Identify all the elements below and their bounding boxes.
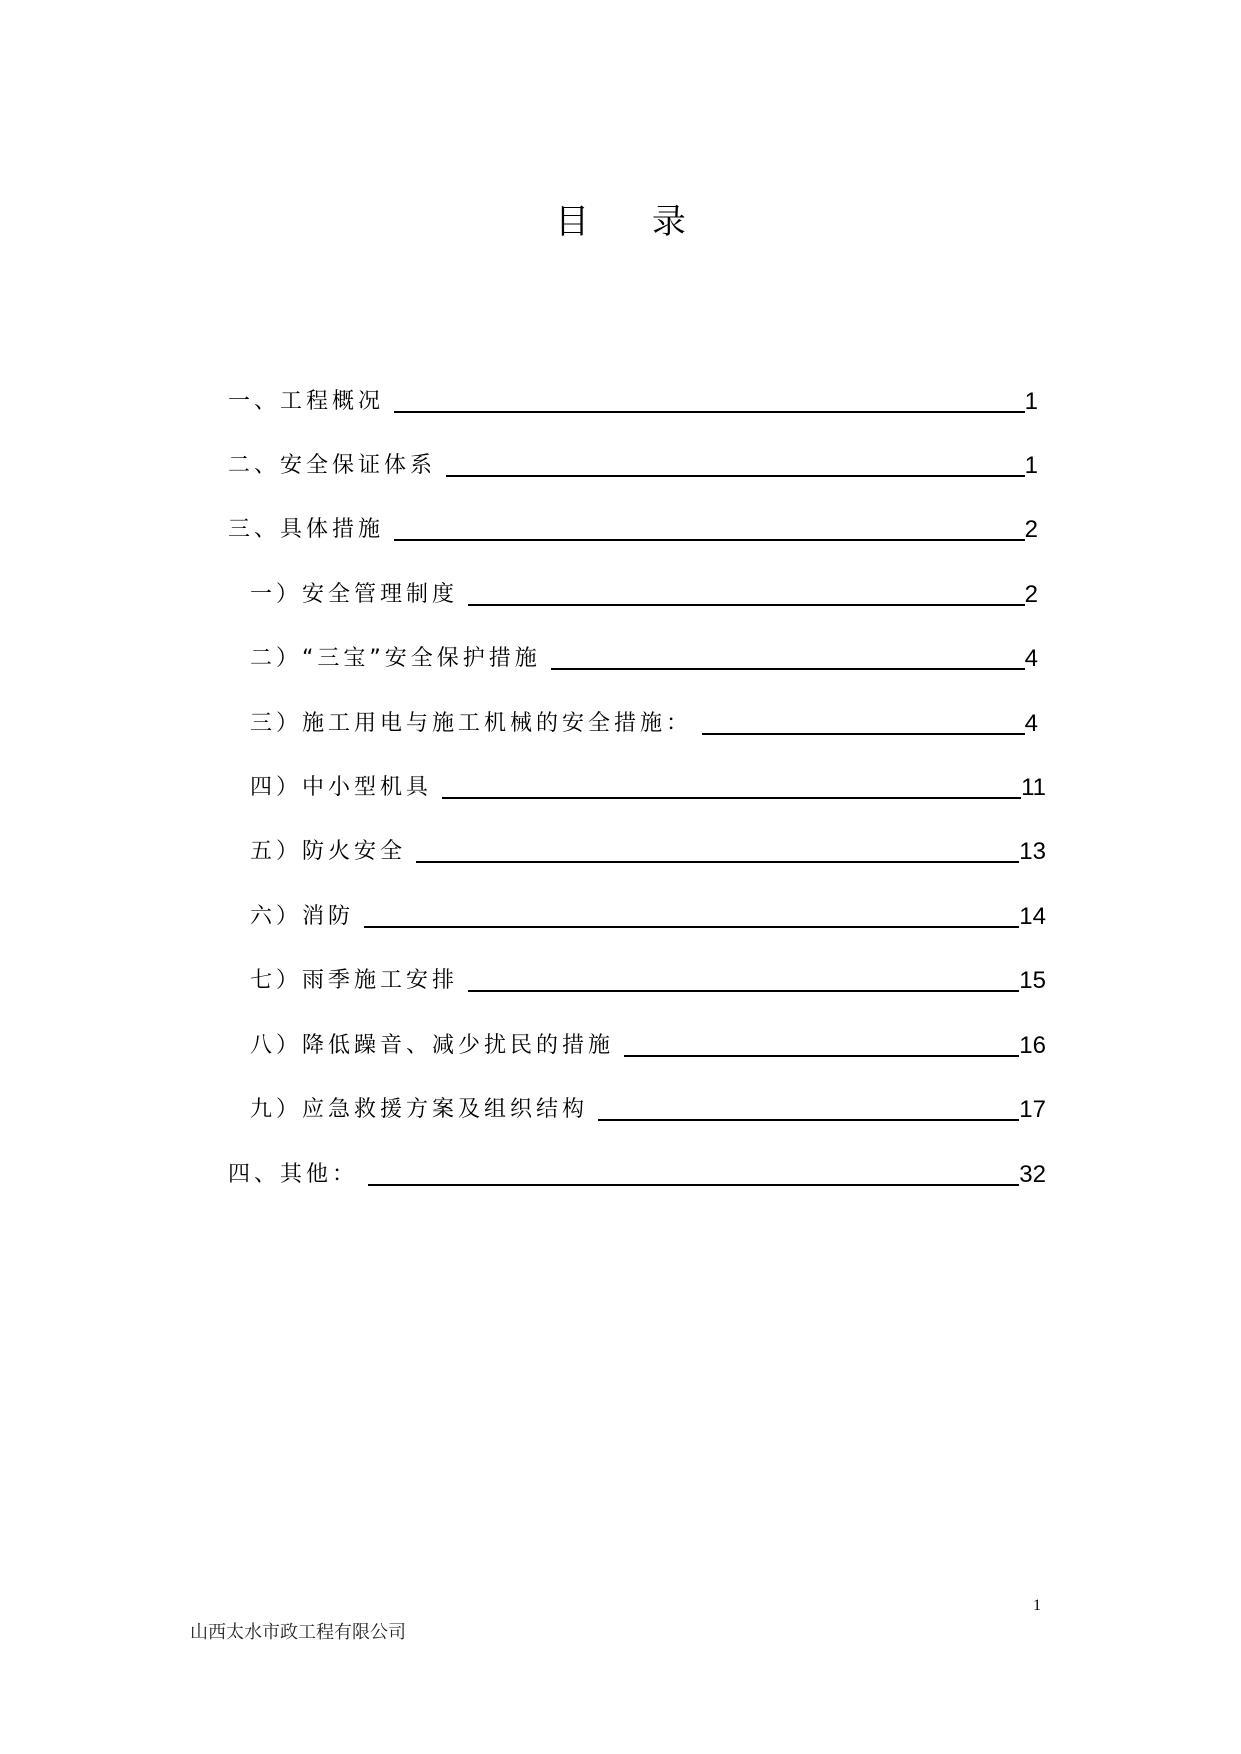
toc-entry-page: 11 (1021, 774, 1046, 801)
toc-entry-label: 五）防火安全 (250, 839, 407, 864)
toc-entry-label: 九）应急救援方案及组织结构 (250, 1097, 589, 1122)
toc-entry-label: 一、工程概况 (228, 389, 385, 414)
toc-entry-label: 六）消防 (250, 904, 355, 929)
toc-entry-page: 1 (1024, 452, 1038, 479)
toc-leader-line (394, 538, 1025, 541)
toc-entry-page: 14 (1019, 903, 1046, 930)
toc-entry-page: 4 (1024, 645, 1038, 672)
toc-leader-line (468, 603, 1025, 606)
toc-entry[interactable] (228, 1149, 1046, 1189)
toc-entry[interactable] (250, 1084, 1046, 1124)
toc-leader-line (598, 1118, 1019, 1121)
toc-entry[interactable] (250, 762, 1046, 802)
toc-entry[interactable] (250, 633, 1038, 673)
toc-entry-page: 2 (1024, 581, 1038, 608)
toc-leader-line (416, 860, 1019, 863)
toc-entry-page: 15 (1019, 967, 1046, 994)
toc-entry-page: 32 (1019, 1161, 1046, 1188)
toc-leader-line (446, 474, 1025, 477)
toc-entry[interactable] (250, 569, 1038, 609)
toc-entry-label: 三、具体措施 (228, 517, 385, 542)
toc-leader-line (624, 1054, 1019, 1057)
toc-entry-label: 二）“三宝”安全保护措施 (250, 646, 541, 671)
toc-entry-page: 17 (1019, 1096, 1046, 1123)
toc-leader-line (394, 410, 1025, 413)
toc-entry-page: 2 (1024, 516, 1038, 543)
toc-entry[interactable] (250, 698, 1038, 738)
toc-entry[interactable] (250, 891, 1046, 931)
toc-entry-page: 1 (1024, 388, 1038, 415)
page-number: 1 (1033, 1597, 1041, 1614)
toc-leader-line (468, 989, 1019, 992)
toc-leader-line (551, 667, 1025, 670)
toc-entry-label: 四、其他： (228, 1162, 359, 1187)
toc-entry-label: 一）安全管理制度 (250, 582, 459, 607)
toc-entry-page: 16 (1019, 1032, 1046, 1059)
footer-company-name: 山西太水市政工程有限公司 (190, 1622, 406, 1643)
toc-entry-label: 二、安全保证体系 (228, 453, 437, 478)
toc-leader-line (702, 732, 1025, 735)
toc-leader-line (442, 796, 1021, 799)
toc-entry-label: 三）施工用电与施工机械的安全措施： (250, 711, 693, 736)
toc-entry[interactable] (250, 955, 1046, 995)
toc-entry-label: 七）雨季施工安排 (250, 968, 459, 993)
toc-entry[interactable] (250, 1020, 1046, 1060)
toc-entry[interactable] (228, 504, 1038, 544)
toc-leader-line (364, 925, 1019, 928)
toc-entry-page: 4 (1024, 710, 1038, 737)
toc-leader-line (368, 1183, 1019, 1186)
toc-entry-page: 13 (1019, 838, 1046, 865)
toc-entry-label: 四）中小型机具 (250, 775, 433, 800)
toc-entry[interactable] (228, 440, 1038, 480)
page-title: 目 录 (555, 202, 712, 242)
toc-entry[interactable] (250, 826, 1046, 866)
toc-entry-label: 八）降低躁音、减少扰民的措施 (250, 1033, 615, 1058)
toc-entry[interactable] (228, 376, 1038, 416)
